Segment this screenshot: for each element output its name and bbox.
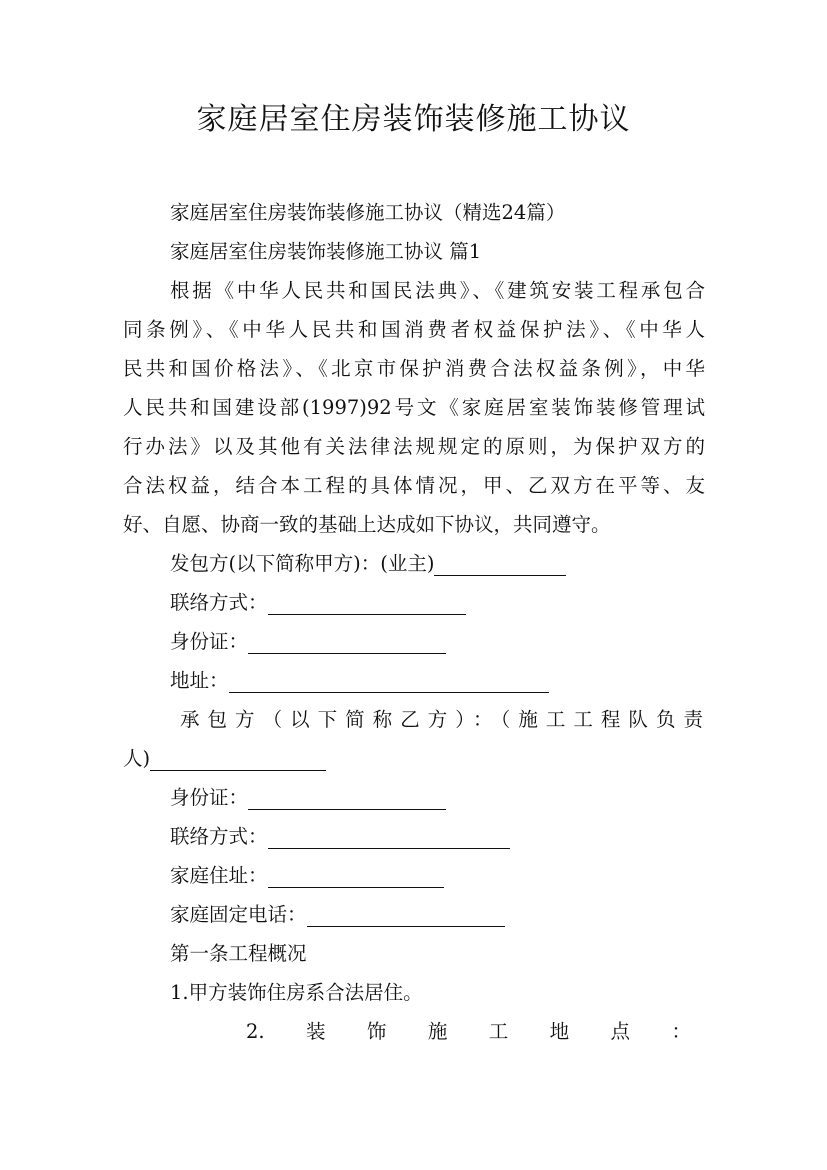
item-char: 施 [427, 1020, 448, 1043]
item-char: ： [671, 1020, 691, 1043]
article-heading: 第一条工程概况 [170, 942, 307, 965]
item-char: 点 [610, 1020, 631, 1043]
field-label: 家庭住址： [170, 864, 268, 887]
fill-in-blank[interactable] [268, 861, 444, 888]
intro-line: 同条例》、《中华人民共和国消费者权益保护法》、《中华人 [123, 318, 705, 341]
intro-line: 人民共和国建设部(1997)92号文《家庭居室装饰装修管理试 [123, 396, 705, 419]
fill-in-blank[interactable] [434, 549, 566, 576]
article-item: 1.甲方装饰住房系合法居住。 [170, 981, 423, 1004]
article-item-spread [246, 1012, 691, 1051]
item-char: 工 [488, 1020, 509, 1043]
fill-in-blank[interactable] [268, 822, 510, 849]
fill-in-blank[interactable] [150, 744, 326, 771]
party-a-id-field [170, 622, 705, 661]
party-b-line-cont [123, 739, 705, 778]
intro-line: 合法权益，结合本工程的具体情况，甲、乙双方在平等、友 [123, 474, 705, 497]
intro-line: 根据《中华人民共和国民法典》、《建筑安装工程承包合 [170, 279, 705, 302]
item-number: 2. [246, 1020, 265, 1043]
document-subtitle: 家庭居室住房装饰装修施工协议（精选24篇） [170, 201, 566, 224]
fill-in-blank[interactable] [229, 666, 549, 693]
party-a-contact-field [170, 583, 705, 622]
document-title: 家庭居室住房装饰装修施工协议 [196, 102, 631, 137]
fill-in-blank[interactable] [248, 627, 446, 654]
field-label: 联络方式： [170, 825, 268, 848]
item-char: 地 [549, 1020, 570, 1043]
field-label: 发包方(以下简称甲方)：(业主) [170, 552, 435, 575]
fill-in-blank[interactable] [248, 783, 446, 810]
item-char: 装 [306, 1020, 326, 1043]
field-label: 身份证： [170, 630, 249, 653]
fill-in-blank[interactable] [268, 588, 466, 615]
party-b-contact-field [170, 817, 705, 856]
field-label: 家庭固定电话： [170, 903, 307, 926]
item-char: 饰 [366, 1020, 387, 1043]
field-label: 联络方式： [170, 591, 268, 614]
field-label: 身份证： [170, 786, 249, 809]
party-b-id-field [170, 778, 705, 817]
party-a-field [170, 544, 705, 583]
party-b-home-address-field [170, 856, 705, 895]
party-a-address-field [170, 661, 705, 700]
party-b-home-phone-field [170, 895, 705, 934]
intro-line: 好、自愿、协商一致的基础上达成如下协议，共同遵守。 [123, 513, 611, 536]
section-heading: 家庭居室住房装饰装修施工协议 篇1 [170, 240, 482, 263]
intro-line: 民共和国价格法》、《北京市保护消费合法权益条例》，中华 [123, 357, 705, 380]
fill-in-blank[interactable] [307, 900, 505, 927]
field-label: 地址： [170, 669, 229, 692]
field-label: 人) [123, 747, 151, 770]
intro-line: 行办法》以及其他有关法律法规规定的原则，为保护双方的 [123, 435, 705, 458]
party-b-line: 承包方（以下简称乙方）：（施工工程队负责 [180, 708, 705, 731]
